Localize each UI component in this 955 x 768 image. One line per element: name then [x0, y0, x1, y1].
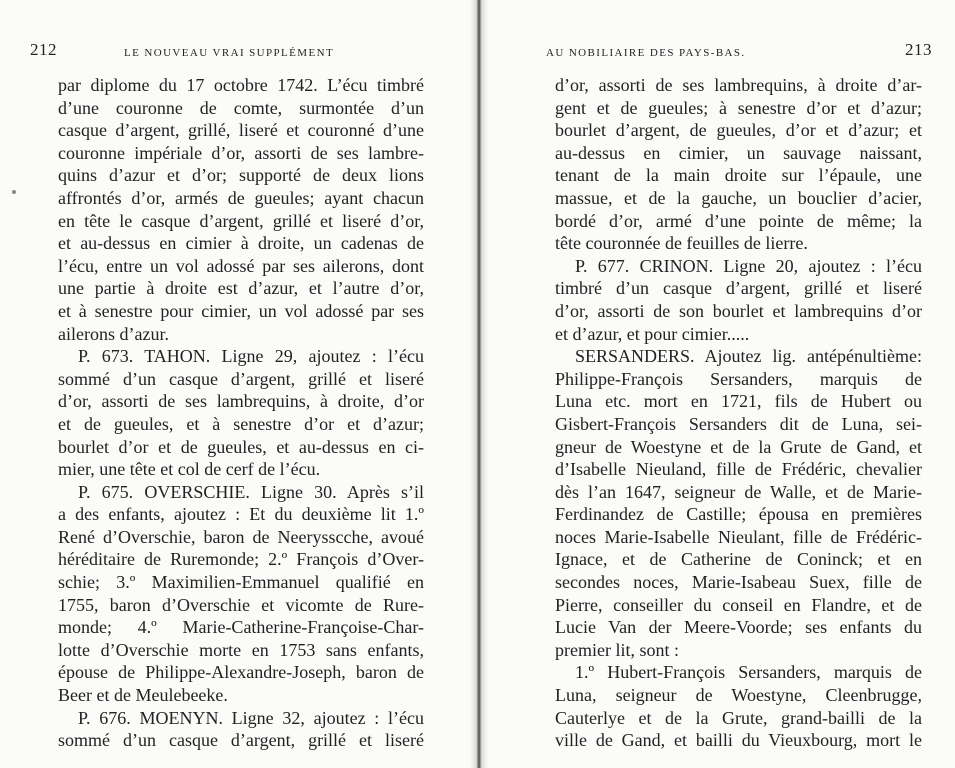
right-page-number: 213: [905, 40, 932, 59]
text-line: secondes noces, Marie-Isabeau Suex, fille de: [555, 572, 922, 593]
text-line: René d’Overschie, baron de Neerysscche, avoué: [58, 526, 424, 547]
left-page-number: 212: [30, 40, 57, 59]
text-line: et à senestre pour cimier, un vol adossé par ses: [58, 300, 424, 321]
text-line: premier lit, sont :: [555, 639, 679, 660]
text-line: Beer et de Meulebeeke.: [58, 685, 228, 706]
book-gutter: [470, 0, 488, 768]
text-line: Luna, seigneur de Woestyne, Cleenbrugge,: [555, 685, 922, 706]
text-line: et au-dessus en cimier à droite, un cadenas de: [58, 233, 424, 254]
text-line: héréditaire de Ruremonde; 2.º François d’Over-: [58, 549, 424, 570]
text-line: lotte d’Overschie morte en 1753 sans enfants,: [58, 639, 424, 660]
text-line: tenant de la main droite sur l’épaule, une: [555, 165, 922, 186]
text-line: par diplome du 17 octobre 1742. L’écu timbré: [58, 75, 424, 95]
text-line: une partie à droite est d’azur, et l’autre d’or,: [58, 278, 424, 299]
text-line: d’une couronne de comte, surmontée d’un: [58, 97, 424, 118]
text-line: et de gueules, et à senestre d’or et d’azur;: [58, 413, 424, 434]
text-line: d’or, assorti de son bourlet et lambrequins d’or: [555, 300, 922, 321]
right-running-head: [546, 40, 932, 67]
right-page-text: [555, 74, 922, 752]
text-line: bourlet d’or et de gueules, et au-dessus en ci-: [58, 436, 424, 457]
text-line: épouse de Philippe-Alexandre-Joseph, baron de: [58, 662, 424, 683]
text-line: P. 677. CRINON. Ligne 20, ajoutez : l’écu: [575, 255, 922, 276]
text-line: ville de Gand, et bailli du Vieuxbourg, mort le: [555, 730, 922, 751]
text-line: P. 676. MOENYN. Ligne 32, ajoutez : l’écu: [78, 707, 424, 728]
text-line: d’or, assorti de ses lambrequins, à droite, d’or: [58, 391, 424, 412]
text-line: gneur de Woestyne et de la Grute de Gand, et: [555, 436, 922, 457]
text-line: sommé d’un casque d’argent, grillé et liseré: [58, 368, 424, 389]
text-line: Philippe-François Sersanders, marquis de: [555, 368, 922, 389]
text-line: affrontés d’or, armés de gueules; ayant chacun: [58, 187, 424, 208]
text-line: P. 675. OVERSCHIE. Ligne 30. Après s’il: [78, 481, 424, 502]
text-line: d’or, assorti de ses lambrequins, à droite d’ar-: [555, 75, 922, 95]
text-line: au-dessus en cimier, un sauvage naissant,: [555, 142, 922, 163]
text-line: monde; 4.º Marie-Catherine-Françoise-Char-: [58, 617, 424, 638]
right-page: [488, 0, 955, 768]
text-line: Pierre, conseiller du conseil en Flandre, et de: [555, 594, 922, 615]
text-line: et d’azur, et pour cimier.....: [555, 323, 750, 344]
text-line: Gisbert-François Sersanders dit de Luna, sei-: [555, 413, 922, 434]
text-line: couronne impériale d’or, assorti de ses lambre-: [58, 142, 424, 163]
left-running-title: LE NOUVEAU VRAI SUPPLÉMENT: [124, 47, 335, 59]
left-page-text: [58, 74, 424, 752]
text-line: Ignace, et de Catherine de Coninck; et en: [555, 549, 922, 570]
text-line: bordé d’or, armé d’une pointe de même; la: [555, 210, 922, 231]
text-line: SERSANDERS. Ajoutez lig. antépénultième:: [575, 346, 922, 367]
text-line: quins d’azur et d’or; supporté de deux lions: [58, 165, 424, 186]
text-line: Ferdinandez de Castille; épousa en premières: [555, 504, 922, 525]
text-line: d’Isabelle Nieuland, fille de Frédéric, chevalier: [555, 459, 922, 480]
text-line: 1.º Hubert-François Sersanders, marquis de: [575, 662, 922, 683]
text-line: dès l’an 1647, seigneur de Walle, et de Marie-: [555, 481, 922, 502]
text-line: P. 673. TAHON. Ligne 29, ajoutez : l’écu: [78, 346, 424, 367]
text-line: l’écu, entre un vol adossé par ses ailerons, dont: [58, 255, 424, 276]
left-running-head: [30, 40, 430, 67]
text-line: schie; 3.º Maximilien-Emmanuel qualifié en: [58, 572, 424, 593]
text-line: Cauterlye et de la Grute, grand-bailli de la: [555, 707, 922, 728]
text-line: a des enfants, ajoutez : Et du deuxième lit 1.º: [58, 504, 424, 525]
text-line: tête couronnée de feuilles de lierre.: [555, 233, 808, 254]
text-line: gent et de gueules; à senestre d’or et d’azur;: [555, 97, 922, 118]
text-line: Luna etc. mort en 1721, fils de Hubert ou: [555, 391, 922, 412]
text-line: sommé d’un casque d’argent, grillé et liseré: [58, 730, 424, 751]
left-page: [0, 0, 470, 768]
text-line: timbré d’un casque d’argent, grillé et liseré: [555, 278, 922, 299]
text-line: Lucie Van der Meere-Voorde; ses enfants du: [555, 617, 922, 638]
text-line: noces Marie-Isabelle Nieulant, fille de Frédéric-: [555, 526, 922, 547]
right-running-title: AU NOBILIAIRE DES PAYS-BAS.: [546, 47, 746, 59]
text-line: 1755, baron d’Overschie et vicomte de Rure-: [58, 594, 424, 615]
text-line: casque d’argent, grillé, liseré et couronné d’une: [58, 120, 424, 141]
text-line: bourlet d’argent, de gueules, d’or et d’azur; et: [555, 120, 922, 141]
text-line: massue, et de la gauche, un bouclier d’acier,: [555, 187, 922, 208]
text-line: en tête le casque d’argent, grillé et liseré d’or,: [58, 210, 424, 231]
text-line: mier, une tête et col de cerf de l’écu.: [58, 459, 321, 480]
text-line: ailerons d’azur.: [58, 323, 169, 344]
